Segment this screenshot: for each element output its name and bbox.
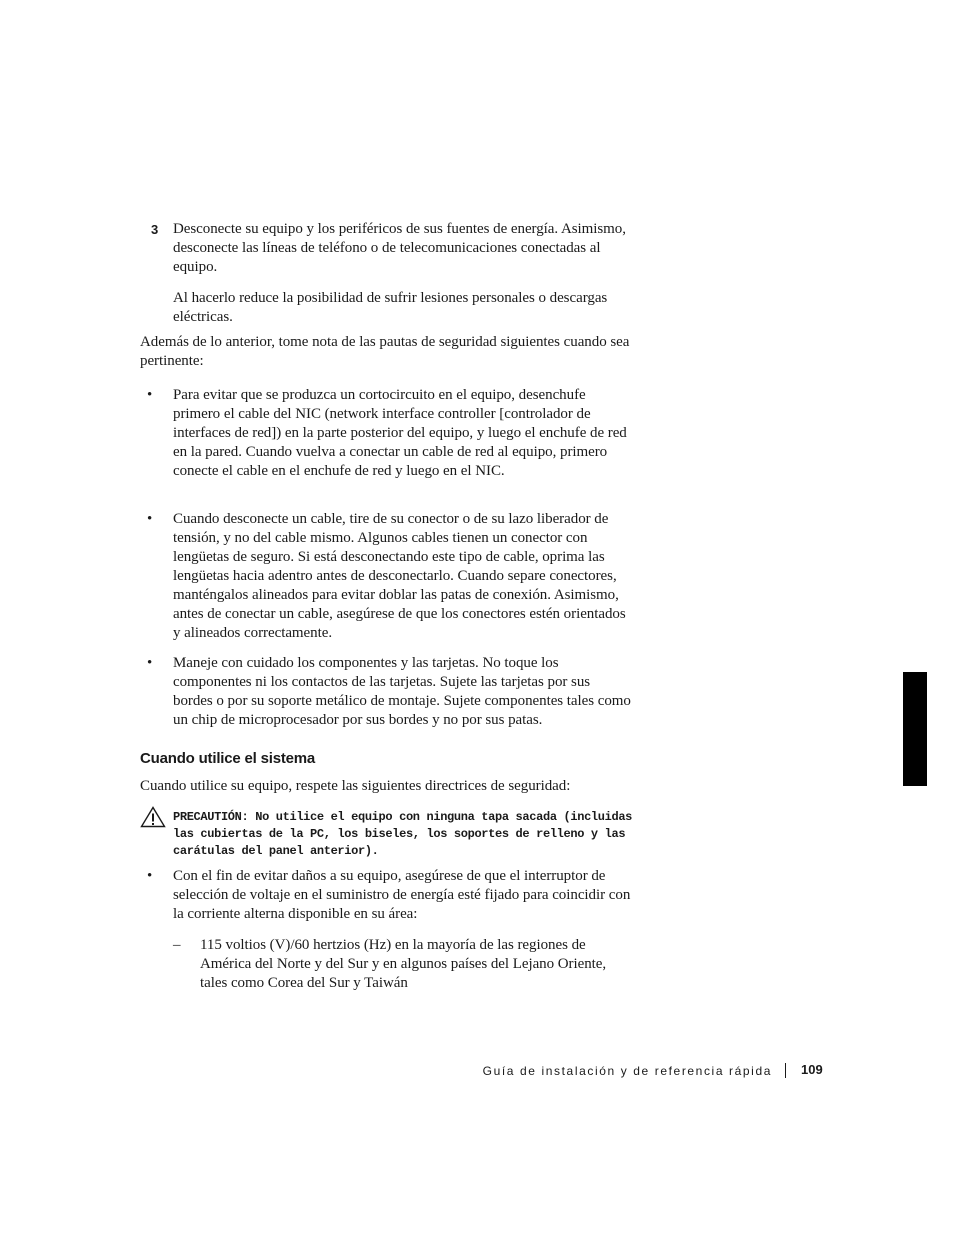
page-number: 109 [801,1062,823,1077]
footer-title: Guía de instalación y de referencia rápida [482,1064,772,1078]
bullet-item: Cuando desconecte un cable, tire de su conector o de su lazo liberador de tensión, y no del cable mismo. Algunos cables tienen un conector con lengüetas de seguro. Si está desconectando este tipo de cable, oprima las lengüetas hacia adentro antes de desconectarlo. Cuando separe conectores, manténgalos alineados para evitar doblar las patas de conexión. Asimismo, antes de conectar un cable, asegúrese de que los conectores estén orientados y alineados correctamente. [173,511,626,641]
bullet-marker: • [147,387,153,403]
bullet-item: Maneje con cuidado los componentes y las tarjetas. No toque los componentes ni los contactos de las tarjetas. Sujete las tarjetas por sus bordes o por su soporte metálico de montaje. Sujete componentes tales como un chip de microprocesador por sus bordes y no por sus patas. [173,655,631,728]
step-number: 3 [151,222,159,237]
bullet-marker: • [147,868,153,884]
footer-separator [785,1063,786,1078]
intro-paragraph: Además de lo anterior, tome nota de las pautas de seguridad siguientes cuando sea pertinente: [140,334,630,369]
dash-marker: – [173,937,181,953]
bullet-item: Para evitar que se produzca un cortocircuito en el equipo, desenchufe primero el cable del NIC (network interface controller [controlador de interfaces de red]) en la parte posterior del equipo, y luego el enchufe de red en la pared. Cuando vuelva a conectar un cable de red al equipo, primero conecte el cable en el enchufe de red y luego en el NIC. [173,387,627,479]
step-note: Al hacerlo reduce la posibilidad de sufrir lesiones personales o descargas eléctricas. [173,290,608,325]
warning-triangle-icon [140,806,166,828]
bullet-marker: • [147,511,153,527]
step-text: Desconecte su equipo y los periféricos de sus fuentes de energía. Asimismo, desconecte las líneas de teléfono o de telecomunicaciones conectadas al equipo. [173,221,626,275]
section-heading: Cuando utilice el sistema [140,750,316,767]
caution-notice: PRECAUTIÓN: No utilice el equipo con ninguna tapa sacada (incluidas las cubiertas de la PC, los biseles, los soportes de relleno y las carátulas del panel anterior). [173,810,633,858]
sub-list-item: 115 voltios (V)/60 hertzios (Hz) en la mayoría de las regiones de América del Norte y del Sur y en algunos países del Lejano Oriente, tales como Corea del Sur y Taiwán [200,937,607,991]
bullet-marker: • [147,655,153,671]
section-thumb-tab [903,672,927,786]
section-intro: Cuando utilice su equipo, respete las siguientes directrices de seguridad: [140,778,571,794]
bullet-item: Con el fin de evitar daños a su equipo, asegúrese de que el interruptor de selección de voltaje en el suministro de energía esté fijado para coincidir con la corriente alterna disponible en su área: [173,868,631,922]
